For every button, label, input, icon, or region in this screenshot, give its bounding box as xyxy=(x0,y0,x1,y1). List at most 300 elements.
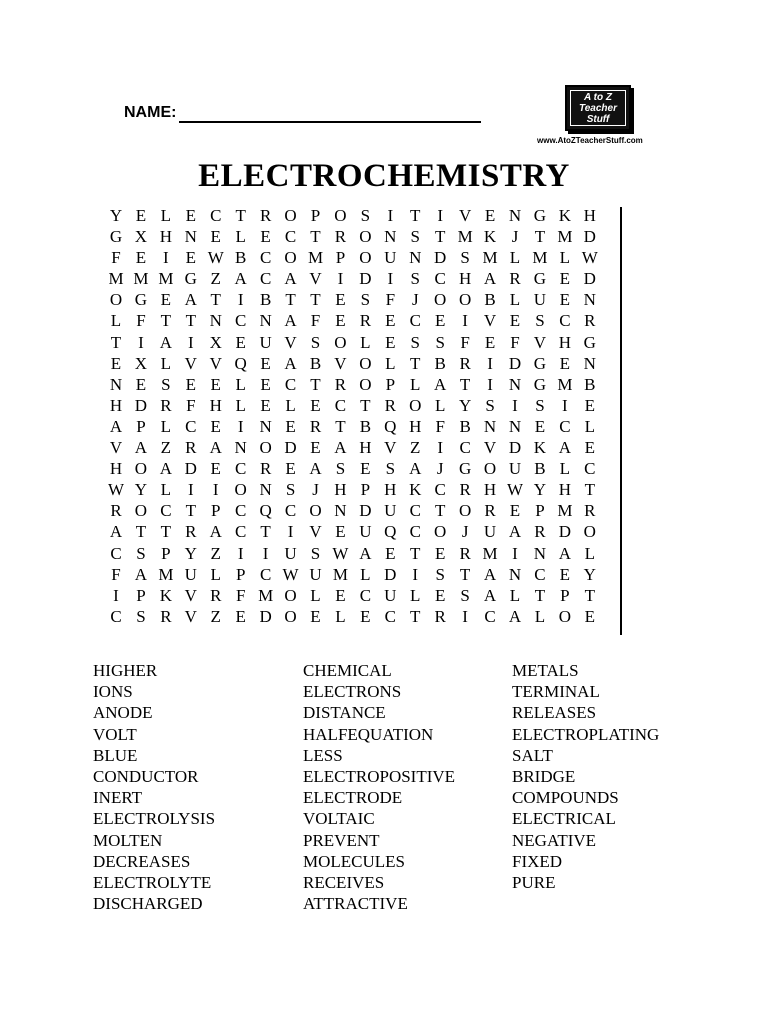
grid-letter: I xyxy=(138,332,144,352)
grid-letter: F xyxy=(235,585,246,605)
grid-letter: E xyxy=(559,353,571,373)
grid-letter: E xyxy=(285,416,296,436)
grid-letter: I xyxy=(562,395,568,415)
grid-row xyxy=(106,606,600,627)
grid-letter: Z xyxy=(210,606,221,626)
grid-letter: J xyxy=(312,480,319,500)
grid-letter: C xyxy=(534,564,546,584)
grid-letter: P xyxy=(136,416,146,436)
grid-letter: M xyxy=(158,269,174,289)
grid-letter: I xyxy=(337,269,344,289)
grid-letter: D xyxy=(184,459,197,479)
grid-letter: H xyxy=(458,269,472,289)
grid-letter: A xyxy=(234,269,247,289)
grid-letter: N xyxy=(384,227,397,247)
grid-letter: N xyxy=(583,290,596,310)
grid-letter: H xyxy=(558,480,572,500)
grid-letter: Y xyxy=(134,480,148,500)
grid-letter: A xyxy=(483,564,497,584)
grid-letter: H xyxy=(359,438,372,458)
word-list-item: ELECTRODE xyxy=(303,788,403,808)
grid-row xyxy=(106,521,600,542)
grid-letter: L xyxy=(160,206,172,225)
grid-letter: G xyxy=(533,269,547,289)
grid-letter: G xyxy=(533,353,547,373)
word-list-item: LESS xyxy=(303,745,343,765)
grid-letter: T xyxy=(360,395,371,415)
grid-letter: M xyxy=(482,543,498,563)
grid-letter: I xyxy=(387,269,394,289)
grid-letter: E xyxy=(185,206,196,225)
grid-letter: S xyxy=(136,543,146,563)
grid-letter: C xyxy=(284,501,297,521)
grid-letter: O xyxy=(134,459,148,479)
grid-letter: N xyxy=(259,311,272,331)
grid-letter: V xyxy=(309,522,322,542)
grid-letter: A xyxy=(409,459,422,479)
grid-letter: E xyxy=(210,459,221,479)
grid-letter: E xyxy=(584,606,595,626)
grid-letter: D xyxy=(434,248,447,268)
grid-letter: T xyxy=(310,290,321,310)
grid-letter: A xyxy=(284,311,297,331)
grid-letter: W xyxy=(282,564,299,584)
word-column xyxy=(93,660,215,914)
word-list-item: COMPOUNDS xyxy=(512,788,619,808)
word-list-item: HIGHER xyxy=(93,661,158,680)
grid-letter: E xyxy=(185,248,196,268)
name-label: NAME: xyxy=(124,104,177,121)
word-list-item: HALFEQUATION xyxy=(303,724,434,744)
grid-row xyxy=(106,374,600,395)
grid-letter: U xyxy=(384,248,397,268)
grid-letter: L xyxy=(509,290,521,310)
grid-letter: R xyxy=(334,227,347,247)
grid-letter: E xyxy=(135,206,147,225)
grid-letter: O xyxy=(284,606,297,626)
grid-letter: D xyxy=(259,606,272,626)
grid-letter: E xyxy=(559,290,571,310)
grid-letter: A xyxy=(159,332,173,352)
word-list-item: VOLTAIC xyxy=(303,809,375,829)
grid-letter: E xyxy=(235,332,246,352)
grid-letter: O xyxy=(309,501,322,521)
grid-letter: R xyxy=(484,501,496,521)
grid-letter: N xyxy=(209,311,222,331)
grid-letter: E xyxy=(310,438,321,458)
grid-letter: V xyxy=(533,332,547,352)
grid-letter: T xyxy=(410,606,421,626)
grid-letter: D xyxy=(384,564,397,584)
grid-letter: R xyxy=(459,543,471,563)
grid-letter: E xyxy=(310,395,321,415)
grid-letter: C xyxy=(334,395,347,415)
grid-letter: O xyxy=(284,585,297,605)
word-list-item: VOLT xyxy=(93,724,137,744)
word-list-item: INERT xyxy=(93,788,143,808)
grid-letter: A xyxy=(284,353,297,373)
word-list-item: MOLTEN xyxy=(93,830,163,850)
grid-letter: A xyxy=(558,543,572,563)
grid-letter: N xyxy=(508,374,522,394)
grid-row xyxy=(106,500,600,521)
grid-letter: T xyxy=(410,353,421,373)
grid-letter: V xyxy=(109,438,123,458)
grid-letter: L xyxy=(434,395,446,415)
grid-letter: E xyxy=(335,311,346,331)
grid-letter: A xyxy=(159,459,173,479)
grid-letter: E xyxy=(135,374,147,394)
grid-letter: C xyxy=(259,269,272,289)
grid-letter: C xyxy=(235,311,247,331)
grid-letter: Z xyxy=(210,269,221,289)
grid-letter: I xyxy=(262,543,269,563)
grid-row xyxy=(106,353,600,374)
grid-letter: L xyxy=(160,353,172,373)
grid-letter: D xyxy=(359,269,372,289)
grid-letter: T xyxy=(185,501,196,521)
grid-letter: R xyxy=(509,269,521,289)
grid-letter: H xyxy=(209,395,222,415)
grid-letter: U xyxy=(483,522,497,542)
grid-letter: U xyxy=(359,522,372,542)
word-list-item: FIXED xyxy=(512,851,563,871)
word-list-item: MOLECULES xyxy=(303,851,405,871)
worksheet-title: ELECTROCHEMISTRY xyxy=(198,158,570,194)
grid-letter: C xyxy=(434,269,446,289)
grid-letter: P xyxy=(136,585,146,605)
grid-letter: Y xyxy=(184,543,197,563)
grid-letter: C xyxy=(409,522,421,542)
grid-letter: E xyxy=(235,606,246,626)
word-list-item: IONS xyxy=(93,682,133,702)
logo-text-line: A to Z xyxy=(584,91,612,103)
grid-letter: O xyxy=(134,501,148,521)
grid-letter: S xyxy=(535,311,545,331)
grid-letter: E xyxy=(135,248,147,268)
grid-letter: M xyxy=(557,501,573,521)
grid-letter: M xyxy=(557,374,573,394)
grid-letter: T xyxy=(310,227,321,247)
grid-letter: H xyxy=(483,480,497,500)
grid-letter: I xyxy=(287,522,294,542)
grid-letter: V xyxy=(184,585,197,605)
logo-text-line: Teacher xyxy=(579,102,617,114)
grid-letter: B xyxy=(359,416,372,436)
grid-letter: E xyxy=(335,290,346,310)
grid-letter: M xyxy=(482,248,498,268)
grid-letter: D xyxy=(508,353,522,373)
grid-letter: I xyxy=(387,206,394,225)
grid-letter: R xyxy=(160,606,172,626)
word-list-item: TERMINAL xyxy=(512,682,600,702)
grid-letter: X xyxy=(134,353,148,373)
grid-letter: N xyxy=(259,480,272,500)
grid-letter: S xyxy=(310,332,321,352)
grid-letter: M xyxy=(557,227,573,247)
word-column xyxy=(303,660,455,914)
grid-letter: Y xyxy=(109,206,123,225)
grid-row xyxy=(106,226,600,247)
word-list-item: BLUE xyxy=(93,745,138,765)
grid-letter: L xyxy=(559,459,571,479)
grid-letter: G xyxy=(184,269,197,289)
grid-letter: L xyxy=(310,585,321,605)
grid-letter: I xyxy=(113,585,119,605)
grid-letter: P xyxy=(161,543,171,563)
grid-letter: L xyxy=(235,395,246,415)
grid-letter: A xyxy=(434,374,447,394)
logo-text-line: Stuff xyxy=(586,113,610,125)
grid-letter: F xyxy=(435,416,445,436)
grid-letter: E xyxy=(310,606,321,626)
grid-letter: B xyxy=(235,248,247,268)
grid-letter: B xyxy=(259,290,272,310)
grid-letter: E xyxy=(285,459,296,479)
grid-letter: C xyxy=(484,606,496,626)
grid-letter: I xyxy=(512,395,518,415)
grid-letter: E xyxy=(260,227,271,247)
grid-letter: A xyxy=(483,585,497,605)
grid-letter: D xyxy=(583,269,596,289)
grid-letter: D xyxy=(359,501,372,521)
grid-letter: P xyxy=(235,564,246,584)
grid-letter: A xyxy=(134,438,148,458)
grid-letter: S xyxy=(285,480,296,500)
grid-row xyxy=(106,289,600,310)
grid-letter: M xyxy=(258,585,274,605)
grid-letter: Q xyxy=(384,522,397,542)
grid-letter: L xyxy=(385,353,396,373)
grid-row xyxy=(106,416,600,437)
grid-row xyxy=(106,543,600,564)
grid-letter: S xyxy=(535,395,545,415)
grid-letter: R xyxy=(259,206,272,225)
grid-letter: D xyxy=(558,522,572,542)
grid-letter: L xyxy=(559,248,571,268)
grid-letter: S xyxy=(460,248,470,268)
grid-letter: O xyxy=(259,438,272,458)
grid-letter: J xyxy=(436,459,444,479)
grid-letter: S xyxy=(360,290,371,310)
grid-letter: E xyxy=(434,543,446,563)
grid-letter: M xyxy=(158,564,174,584)
grid-letter: V xyxy=(284,332,297,352)
grid-letter: F xyxy=(460,332,470,352)
grid-letter: Q xyxy=(234,353,247,373)
grid-letter: L xyxy=(509,248,521,268)
grid-letter: H xyxy=(334,480,347,500)
grid-letter: O xyxy=(284,248,297,268)
grid-letter: C xyxy=(160,501,172,521)
grid-letter: T xyxy=(235,206,246,225)
grid-letter: L xyxy=(534,606,546,626)
grid-letter: P xyxy=(385,374,396,394)
grid-letter: H xyxy=(159,227,173,247)
grid-letter: T xyxy=(285,290,296,310)
grid-letter: J xyxy=(411,290,419,310)
grid-letter: T xyxy=(434,501,446,521)
grid-letter: V xyxy=(483,311,497,331)
grid-letter: T xyxy=(459,374,471,394)
grid-letter: R xyxy=(185,438,197,458)
grid-letter: S xyxy=(310,543,321,563)
grid-letter: B xyxy=(459,416,471,436)
grid-row xyxy=(106,564,600,585)
grid-letter: L xyxy=(235,374,246,394)
grid-letter: E xyxy=(509,501,521,521)
grid-letter: E xyxy=(484,332,496,352)
grid-letter: A xyxy=(184,290,197,310)
grid-letter: V xyxy=(209,353,222,373)
grid-letter: T xyxy=(534,585,546,605)
grid-letter: X xyxy=(134,227,148,247)
grid-letter: I xyxy=(187,332,194,352)
grid-letter: A xyxy=(558,438,572,458)
grid-row xyxy=(106,205,600,226)
grid-letter: Q xyxy=(384,416,397,436)
grid-letter: B xyxy=(309,353,322,373)
grid-letter: K xyxy=(483,227,497,247)
name-write-line xyxy=(179,121,481,123)
word-search-grid xyxy=(106,205,600,627)
grid-letter: N xyxy=(508,206,522,225)
grid-letter: C xyxy=(384,606,396,626)
grid-letter: L xyxy=(584,543,595,563)
grid-letter: O xyxy=(409,395,422,415)
grid-letter: E xyxy=(360,606,371,626)
grid-letter: C xyxy=(185,416,197,436)
grid-letter: C xyxy=(409,311,421,331)
grid-row xyxy=(106,332,600,353)
grid-row xyxy=(106,247,600,268)
grid-letter: O xyxy=(234,480,247,500)
grid-letter: E xyxy=(185,374,196,394)
grid-letter: X xyxy=(209,332,222,352)
grid-letter: A xyxy=(483,269,497,289)
grid-letter: W xyxy=(207,248,224,268)
grid-letter: V xyxy=(384,438,397,458)
word-list-item: CONDUCTOR xyxy=(93,767,199,787)
grid-letter: T xyxy=(185,311,196,331)
grid-letter: I xyxy=(237,290,244,310)
grid-row xyxy=(106,437,600,458)
grid-letter: N xyxy=(533,543,547,563)
grid-letter: S xyxy=(136,606,146,626)
grid-letter: T xyxy=(459,564,471,584)
grid-letter: H xyxy=(583,206,596,225)
grid-letter: U xyxy=(508,459,522,479)
grid-letter: R xyxy=(384,395,396,415)
grid-letter: C xyxy=(409,501,421,521)
grid-letter: Q xyxy=(259,501,272,521)
grid-row xyxy=(106,479,600,500)
grid-letter: N xyxy=(483,416,497,436)
grid-letter: S xyxy=(410,269,420,289)
grid-letter: I xyxy=(437,438,444,458)
grid-row xyxy=(106,310,600,331)
grid-letter: O xyxy=(359,248,372,268)
grid-letter: N xyxy=(508,564,522,584)
grid-letter: N xyxy=(184,227,197,247)
grid-letter: T xyxy=(410,206,421,225)
word-list-item: ELECTRONS xyxy=(303,682,402,702)
grid-letter: C xyxy=(284,227,297,247)
grid-letter: A xyxy=(359,543,372,563)
grid-letter: I xyxy=(212,480,219,500)
grid-letter: E xyxy=(509,311,521,331)
grid-letter: P xyxy=(335,248,346,268)
grid-letter: E xyxy=(385,543,396,563)
grid-row xyxy=(106,268,600,289)
grid-letter: U xyxy=(284,543,297,563)
grid-letter: L xyxy=(235,227,246,247)
grid-row xyxy=(106,395,600,416)
grid-letter: O xyxy=(359,353,372,373)
grid-letter: W xyxy=(332,543,349,563)
grid-letter: T xyxy=(260,522,271,542)
grid-letter: L xyxy=(584,416,595,436)
grid-letter: T xyxy=(160,311,172,331)
grid-letter: T xyxy=(335,416,346,436)
grid-letter: E xyxy=(385,311,396,331)
grid-letter: I xyxy=(437,206,444,225)
grid-letter: O xyxy=(284,206,297,225)
grid-letter: S xyxy=(485,395,495,415)
grid-letter: M xyxy=(457,227,473,247)
grid-letter: R xyxy=(309,416,322,436)
grid-letter: N xyxy=(409,248,422,268)
grid-letter: E xyxy=(484,206,496,225)
grid-letter: C xyxy=(559,311,571,331)
grid-letter: Y xyxy=(533,480,547,500)
publisher-logo xyxy=(565,85,631,131)
word-list-item: METALS xyxy=(512,661,579,680)
grid-row xyxy=(106,458,600,479)
grid-letter: E xyxy=(584,395,595,415)
grid-letter: P xyxy=(360,480,371,500)
grid-letter: E xyxy=(260,353,271,373)
grid-letter: M xyxy=(307,248,324,268)
grid-letter: G xyxy=(583,332,596,352)
grid-letter: I xyxy=(187,480,194,500)
grid-row xyxy=(106,585,600,606)
grid-letter: E xyxy=(110,353,122,373)
grid-letter: P xyxy=(535,501,545,521)
grid-letter: A xyxy=(209,438,222,458)
grid-letter: I xyxy=(163,248,169,268)
grid-letter: S xyxy=(410,227,420,247)
grid-letter: L xyxy=(210,564,221,584)
grid-letter: E xyxy=(434,585,446,605)
word-list-item: ELECTROPLATING xyxy=(512,724,660,744)
grid-letter: C xyxy=(110,606,122,626)
grid-letter: K xyxy=(558,206,572,225)
grid-letter: E xyxy=(335,585,346,605)
grid-letter: S xyxy=(161,374,171,394)
grid-letter: C xyxy=(284,374,297,394)
grid-letter: G xyxy=(533,374,547,394)
grid-letter: T xyxy=(160,522,172,542)
grid-letter: E xyxy=(210,227,221,247)
word-list-item: DISTANCE xyxy=(303,703,386,723)
grid-letter: M xyxy=(332,564,348,584)
grid-letter: R xyxy=(185,522,197,542)
grid-letter: G xyxy=(109,227,123,247)
grid-letter: R xyxy=(160,395,172,415)
grid-letter: R xyxy=(110,501,122,521)
grid-letter: O xyxy=(583,522,596,542)
